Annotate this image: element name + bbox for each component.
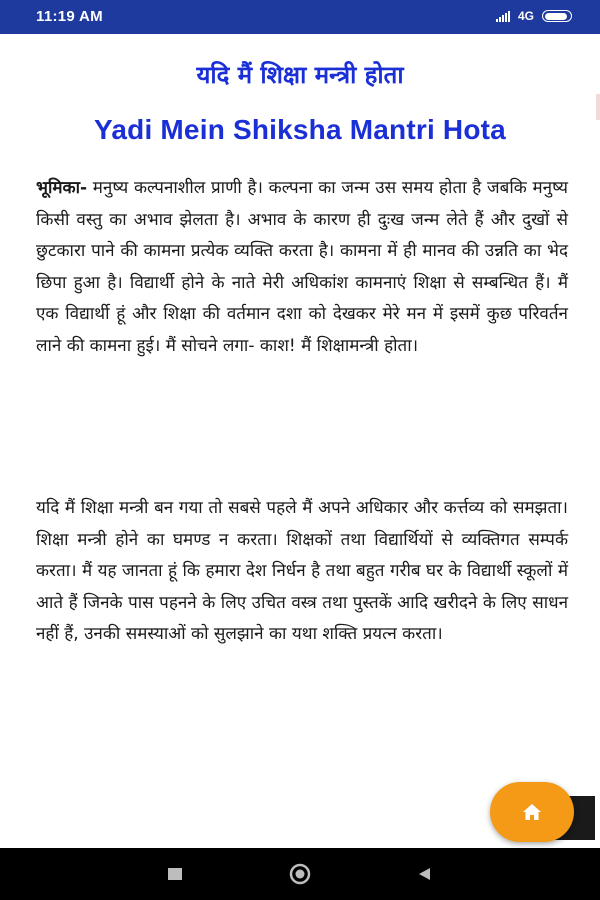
back-triangle-icon [416,866,432,882]
introduction-label: भूमिका- [36,178,88,198]
paragraph-introduction [36,173,568,362]
paragraph-body: यदि मैं शिक्षा मन्त्री बन गया तो सबसे पहले मैं अपने अधिकार और कर्त्तव्य को समझता। शिक्षा मन्त्री होने का घमण्ड न करता। शिक्षकों तथा विद्यार्थियों से व्यक्तिगत सम्पर्क करता। मैं यह जानता हूं कि हमारा देश निर्धन है तथा बहुत गरीब घर के विद्यार्थी स्कूलों में आते हैं जिनके पास पहनने के लिए उचित वस्त्र तथा पुस्तकें आदि खरीदने के लिए साधन नहीं हैं, उनकी समस्याओं को सुलझाने का यथा शक्ति प्रयत्न करता। [36,498,568,644]
battery-icon [542,10,572,22]
status-time: 11:19 AM [36,8,103,25]
home-circle-icon [288,862,312,886]
hindi-title: यदि मैं शिक्षा मन्त्री होता [196,61,404,89]
home-nav-button[interactable] [286,862,314,886]
status-icons [496,9,572,23]
english-title: Yadi Mein Shiksha Mantri Hota [94,114,506,145]
introduction-body: मनुष्य कल्पनाशील प्राणी है। कल्पना का जन्म उस समय होता है जबकि मनुष्य किसी वस्तु का अभाव झेलता है। अभाव के कारण ही दुःख जन्म लेते हैं और दुखों से छुटकारा पाने की कामना प्रत्येक व्यक्ति करता है। कामना में ही मानव की उन्नति का भेद छिपा हुआ है। विद्यार्थी होने के नाते मेरी अधिकांश कामनाएं शिक्षा से सम्बन्धित हैं। मैं एक विद्यार्थी हूं और शिक्षा की वर्तमान दशा को देखकर मेरे मन में इसमें कुछ परिवर्तन लाने की कामना हुई। मैं सोचने लगा- काश! मैं शिक्षामन्त्री होता। [36,178,568,356]
recents-square-icon [167,867,183,881]
article-content[interactable] [0,34,600,846]
back-button[interactable] [410,862,438,886]
home-fab-button[interactable] [490,782,574,842]
signal-icon [496,10,510,22]
home-icon [522,803,542,821]
navigation-bar [0,848,600,900]
recents-button[interactable] [161,862,189,886]
network-type-label: 4G [517,9,534,23]
battery-fill [545,13,567,20]
status-bar [0,0,600,34]
